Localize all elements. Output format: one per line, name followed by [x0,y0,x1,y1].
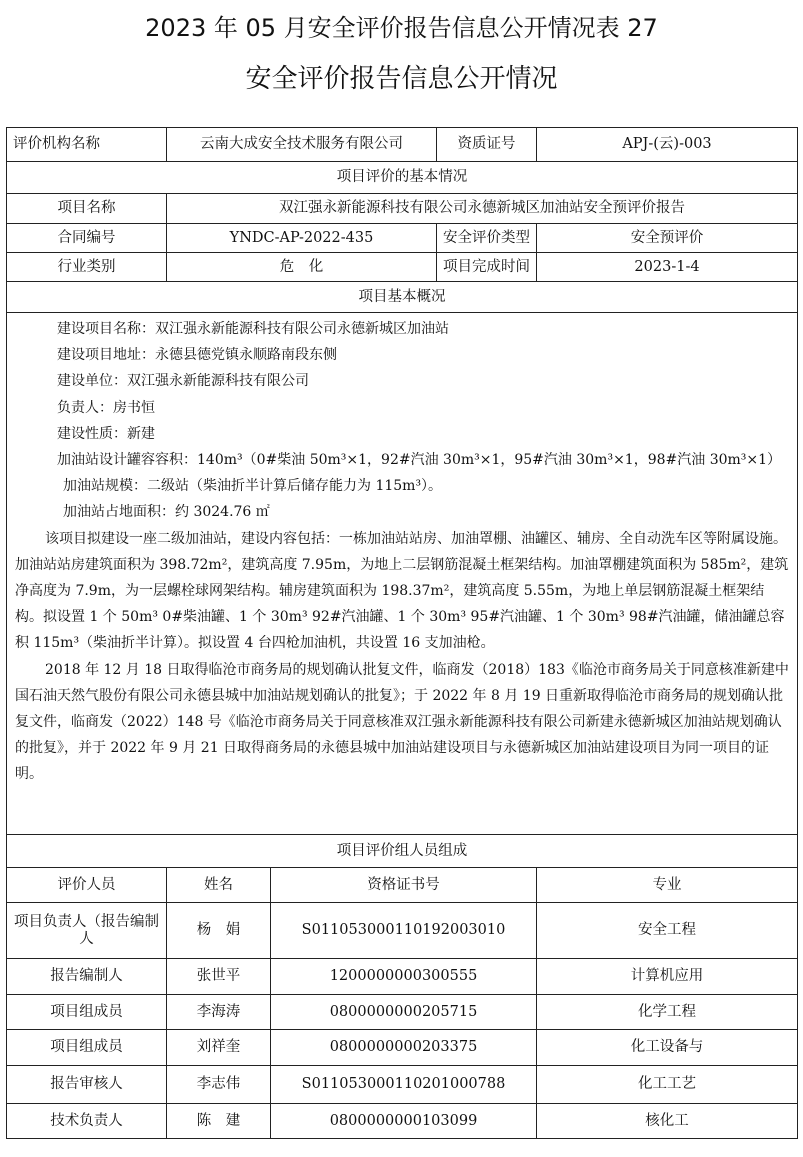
cert-label: 资质证号 [437,128,537,162]
team-cert: 0800000000205715 [271,995,537,1030]
team-header-role: 评价人员 [7,868,167,903]
team-name: 陈 建 [167,1104,271,1139]
table-row [7,162,798,194]
team-major: 计算机应用 [537,959,798,995]
complete-date: 2023-1-4 [537,253,798,282]
table-row [7,282,798,313]
team-header-row [7,868,798,903]
team-major: 化学工程 [537,995,798,1030]
team-row [7,959,798,995]
overview-line: 加油站占地面积：约 3024.76 ㎡ [63,504,270,521]
overview-line: 负责人：房书恒 [57,399,155,416]
team-cert: 1200000000300555 [271,959,537,995]
table-row [7,128,798,162]
team-role: 项目组成员 [7,995,167,1030]
overview-line: 加油站设计罐容容积：140m³（0#柴油 50m³×1，92#汽油 30m³×1，95#汽油 30m³×1，98#汽油 30m³×1） [57,452,782,469]
team-major: 核化工 [537,1104,798,1139]
industry: 危 化 [167,253,437,282]
overview-line: 建设项目名称：双江强永新能源科技有限公司永德新城区加油站 [57,321,449,337]
project-overview [7,313,798,835]
contract-label: 合同编号 [7,224,167,253]
agency-label: 评价机构名称 [7,128,167,162]
overview-line: 建设项目地址：永德县德党镇永顺路南段东侧 [57,347,337,364]
agency-name: 云南大成安全技术服务有限公司 [167,128,437,162]
complete-label: 项目完成时间 [437,253,537,282]
team-row [7,903,798,959]
team-header-major: 专业 [537,868,798,903]
info-table [6,127,798,1139]
cert-number: APJ-(云)-003 [537,128,798,162]
team-row [7,1104,798,1139]
eval-type-label: 安全评价类型 [437,224,537,253]
overview-line: 建设单位：双江强永新能源科技有限公司 [57,373,309,390]
overview-line: 加油站规模：二级站（柴油折半计算后储存能力为 115m³）。 [63,478,443,495]
team-role: 技术负责人 [7,1104,167,1139]
team-cert: 0800000000203375 [271,1030,537,1066]
section-heading-overview: 项目基本概况 [7,282,798,313]
team-name: 杨 娟 [167,903,271,959]
industry-label: 行业类别 [7,253,167,282]
page-title: 2023 年 05 月安全评价报告信息公开情况表 27 [145,14,658,42]
team-major: 化工设备与 [537,1030,798,1066]
team-cert: 0800000000103099 [271,1104,537,1139]
page-subtitle: 安全评价报告信息公开情况 [245,64,558,94]
table-row [7,835,798,868]
project-name-label: 项目名称 [7,194,167,224]
team-role: 项目组成员 [7,1030,167,1066]
team-header-name: 姓名 [167,868,271,903]
team-major: 安全工程 [537,903,798,959]
overview-paragraph: 该项目拟建设一座二级加油站，建设内容包括：一栋加油站站房、加油罩棚、油罐区、辅房、全自动洗车区等附属设施。加油站站房建筑面积为 398.72m²，建筑高度 7.95m，为地上二层钢筋混凝土框架结构。加油罩棚建筑面积为 585m²，建筑净高度为 7.9m，为一层螺栓球网架结构。辅房建筑面积为 198.37m²，建筑高度 5.55m，为地上单层钢筋混凝土框架结构。拟设置 1 个 50m³ 0#柴油罐、1 个 30m³ 92#汽油罐、1 个 30m³ 95#汽油罐、1 个 30m³ 98#汽油罐，储油罐总容积 115m³（柴油折半计算）。拟设置 4 台四枪加油机，共设置 16 支加油枪。 [15,530,789,652]
team-name: 李海涛 [167,995,271,1030]
eval-type: 安全预评价 [537,224,798,253]
team-role: 报告编制人 [7,959,167,995]
team-role: 报告审核人 [7,1066,167,1104]
overview-line: 建设性质：新建 [57,425,155,442]
overview-paragraph: 2018 年 12 月 18 日取得临沧市商务局的规划确认批复文件，临商发（2018）183《临沧市商务局关于同意核准新建中国石油天然气股份有限公司永德县城中加油站规划确认的批复》；于 2022 年 8 月 19 日重新取得临沧市商务局的规划确认批复文件，临商发（2022）148 号《临沧市商务局关于同意核准双江强永新能源科技有限公司新建永德新城区加油站规划确认的批复》，并于 2022 年 9 月 21 日取得商务局的永德县城中加油站建设项目与永德新城区加油站建设项目为同一项目的证明。 [15,661,789,783]
team-cert: S011053000110192003010 [271,903,537,959]
table-row [7,313,798,835]
section-heading-basic: 项目评价的基本情况 [7,162,798,194]
team-header-cert: 资格证书号 [271,868,537,903]
team-name: 李志伟 [167,1066,271,1104]
contract-number: YNDC-AP-2022-435 [167,224,437,253]
team-cert: S011053000110201000788 [271,1066,537,1104]
team-row [7,1030,798,1066]
team-name: 张世平 [167,959,271,995]
team-role: 项目负责人（报告编制人 [7,903,167,959]
table-row [7,224,798,253]
section-heading-team: 项目评价组人员组成 [7,835,798,868]
project-name: 双江强永新能源科技有限公司永德新城区加油站安全预评价报告 [167,194,798,224]
table-row [7,253,798,282]
table-row [7,194,798,224]
team-row [7,1066,798,1104]
team-major: 化工工艺 [537,1066,798,1104]
team-name: 刘祥奎 [167,1030,271,1066]
team-row [7,995,798,1030]
